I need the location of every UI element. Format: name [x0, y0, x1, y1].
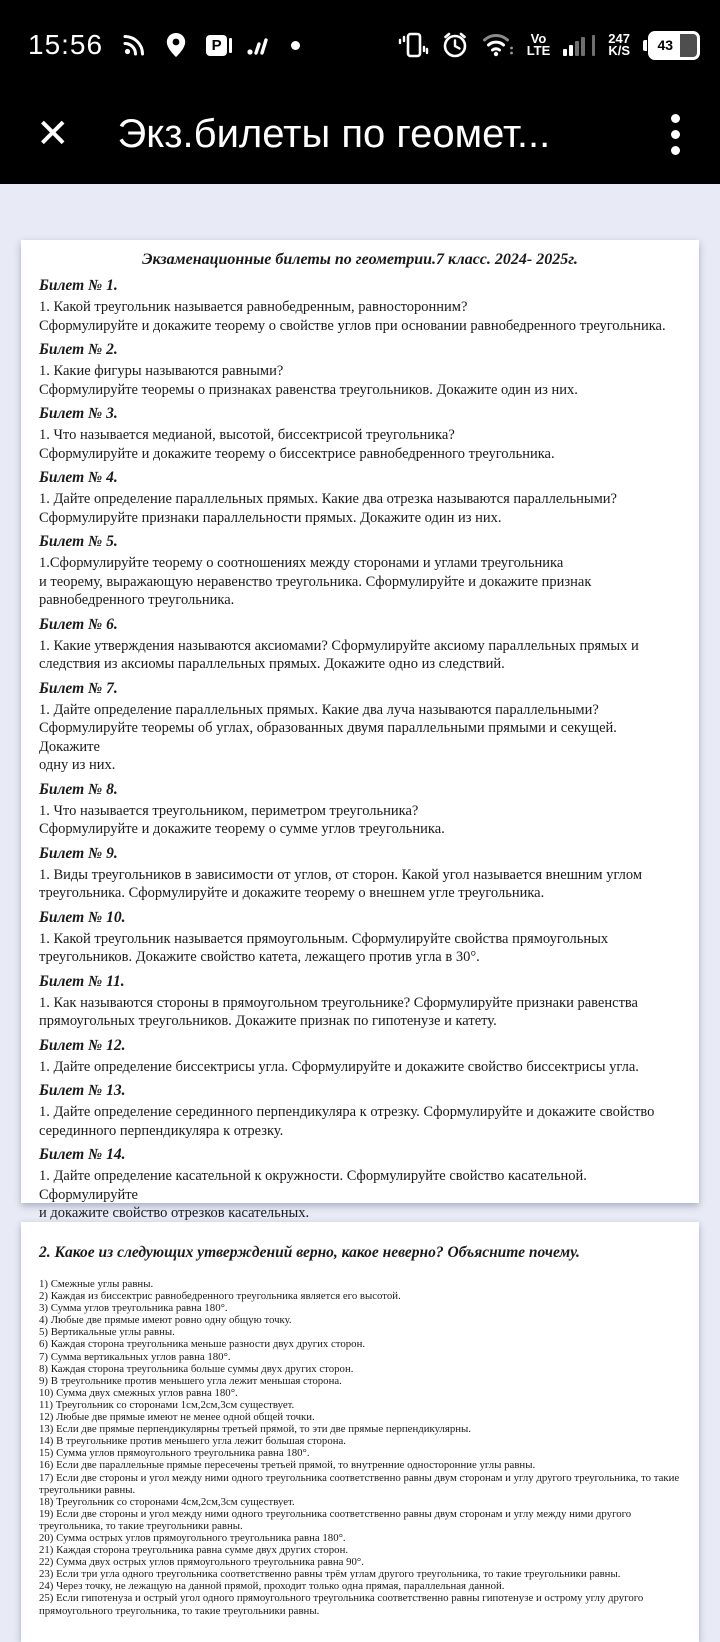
- powerpoint-app-icon: P: [206, 35, 227, 56]
- ticket-block: [39, 1036, 681, 1077]
- ticket-block: [39, 780, 681, 839]
- network-speed: [608, 33, 630, 57]
- statement-line: 7) Сумма вертикальных углов равна 180°.: [39, 1350, 231, 1363]
- status-time: 15:56: [28, 29, 104, 60]
- ticket-label: Билет № 8.: [39, 780, 118, 798]
- ticket-line: серединного перпендикуляра к отрезку.: [39, 1122, 284, 1139]
- ticket-label: Билет № 11.: [39, 972, 125, 990]
- statement-line: 13) Если две прямые перпендикулярны третьей прямой, то эти две прямые перпендикулярны.: [39, 1423, 472, 1436]
- statement-line: 16) Если две параллельные прямые пересечены третьей прямой, то внутренние односторонние углы равны.: [39, 1459, 536, 1472]
- ticket-lines: [39, 426, 681, 463]
- ticket-lines: [39, 701, 681, 775]
- ticket-block: [39, 340, 681, 399]
- ticket-line: Сформулируйте и докажите теорему о свойстве углов при основании равнобедренного треугольника.: [39, 317, 666, 334]
- battery-icon: [643, 31, 700, 60]
- ticket-block: [39, 276, 681, 335]
- ticket-label: Билет № 7.: [39, 679, 118, 697]
- ticket-lines: [39, 554, 681, 610]
- statement-line: 5) Вертикальные углы равны.: [39, 1326, 175, 1339]
- ticket-line: 1. Виды треугольников в зависимости от углов, от сторон. Какой угол называется внешним углом: [39, 866, 643, 883]
- ticket-line: одну из них.: [39, 757, 116, 773]
- ticket-label: Билет № 12.: [39, 1036, 126, 1054]
- ticket-block: [39, 1145, 681, 1223]
- ticket-label: Билет № 3.: [39, 405, 118, 422]
- ticket-lines: [39, 298, 681, 335]
- ticket-line: 1. Дайте определение серединного перпендикуляра к отрезку. Сформулируйте и докажите свойство: [39, 1104, 655, 1120]
- status-bar-right: [396, 31, 700, 60]
- statement-line: 22) Сумма двух острых углов прямоугольного треугольника равна 90°.: [39, 1556, 364, 1569]
- statement-line: 25) Если гипотенуза и острый угол одного прямоугольного треугольника соответственно равны гипотенузе и острому углу другого прямоугольного треугольника, то такие треугольники равны.: [39, 1592, 644, 1617]
- ticket-line: 1. Какой треугольник называется равнобедренным, равносторонним?: [39, 299, 468, 315]
- document-heading: Экзаменационные билеты по геометрии.7 класс. 2024- 2025г.: [142, 251, 578, 268]
- ticket-block: [39, 1081, 681, 1140]
- ticket-block: [39, 972, 681, 1031]
- statement-line: 15) Сумма углов прямоугольного треугольника равна 180°.: [39, 1447, 310, 1460]
- ticket-line: 1. Дайте определение биссектрисы угла. Сформулируйте и докажите свойство биссектрисы угла.: [39, 1058, 639, 1075]
- notification-dot-icon: [291, 41, 300, 50]
- status-bar: [0, 0, 720, 84]
- ticket-label: Билет № 4.: [39, 469, 118, 486]
- ticket-line: 1. Как называются стороны в прямоугольном треугольнике? Сформулируйте признаки равенства: [39, 994, 638, 1011]
- battery-percent: 43: [657, 37, 674, 53]
- ticket-label: Билет № 13.: [39, 1082, 126, 1099]
- ticket-block: [39, 908, 681, 967]
- ticket-line: 1. Дайте определение параллельных прямых. Какие два луча называются параллельными?: [39, 701, 599, 718]
- ticket-line: 1. Что называется треугольником, периметром треугольника?: [39, 802, 419, 819]
- ticket-line: Сформулируйте теоремы о признаках равенства треугольников. Докажите один из них.: [39, 381, 578, 398]
- rss-icon: [122, 33, 146, 57]
- statement-line: 3) Сумма углов треугольника равна 180°.: [39, 1302, 228, 1315]
- kebab-dot-icon: [671, 114, 680, 123]
- ticket-line: Сформулируйте и докажите теорему о сумме углов треугольника.: [39, 821, 445, 837]
- ticket-line: 1.Сформулируйте теорему о соотношениях между сторонами и углами треугольника: [39, 555, 564, 571]
- ticket-block: [39, 615, 681, 674]
- statement-line: 18) Треугольник со сторонами 4см,2см,3см существует.: [39, 1495, 295, 1508]
- ticket-line: прямоугольных треугольников. Докажите признак по гипотенузе и катету.: [39, 1013, 497, 1029]
- ticket-line: 1. Какой треугольник называется прямоугольным. Сформулируйте свойства прямоугольных: [39, 930, 609, 947]
- ticket-label: Билет № 2.: [39, 341, 118, 358]
- signal-strength-icon: [563, 35, 595, 56]
- ticket-list: [39, 276, 681, 1223]
- statement-line: 20) Сумма острых углов прямоугольного треугольника равна 180°.: [39, 1531, 346, 1544]
- statement-line: 4) Любые две прямые имеют ровно одну общую точку.: [39, 1314, 292, 1327]
- ticket-block: [39, 404, 681, 463]
- speed-value: 247: [608, 31, 630, 46]
- ticket-line: Сформулируйте и докажите теорему о биссектрисе равнобедренного треугольника.: [39, 445, 555, 462]
- ticket-line: Сформулируйте признаки параллельности прямых. Докажите один из них.: [39, 509, 502, 526]
- ticket-line: 1. Дайте определение касательной к окружности. Сформулируйте свойство касательной. Сформулируйте: [39, 1168, 587, 1203]
- vibrate-icon: [396, 31, 428, 59]
- volte-indicator: [527, 33, 551, 57]
- ticket-lines: [39, 994, 681, 1031]
- ticket-line: и теорему, выражающую неравенство треугольника. Сформулируйте и докажите признак: [39, 573, 592, 590]
- ticket-lines: [39, 1103, 681, 1140]
- question2-heading: 2. Какое из следующих утверждений верно, какое неверно? Объясните почему.: [39, 1244, 580, 1261]
- ticket-label: Билет № 1.: [39, 277, 118, 294]
- statement-line: 14) В треугольнике против меньшего угла лежит большая сторона.: [39, 1435, 346, 1448]
- ticket-label: Билет № 14.: [39, 1146, 126, 1163]
- kebab-dot-icon: [671, 146, 680, 155]
- ticket-line: равнобедренного треугольника.: [39, 592, 235, 608]
- statement-line: 9) В треугольнике против меньшего угла лежит меньшая сторона.: [39, 1374, 342, 1387]
- ticket-lines: [39, 1167, 681, 1223]
- status-bar-left: [28, 29, 300, 61]
- ticket-block: [39, 532, 681, 610]
- ticket-lines: [39, 930, 681, 967]
- statement-line: 1) Смежные углы равны.: [39, 1278, 154, 1290]
- ticket-line: 1. Какие утверждения называются аксиомами? Сформулируйте аксиому параллельных прямых и: [39, 637, 639, 654]
- document-page-1: [21, 240, 699, 1221]
- statement-line: 17) Если две стороны и угол между ними одного треугольника соответственно равны двум сторонам и углу другого треугольника, то такие треугольники равны.: [39, 1471, 680, 1496]
- ticket-line: 1. Какие фигуры называются равными?: [39, 363, 284, 379]
- ticket-lines: [39, 866, 681, 903]
- document-viewer[interactable]: [0, 184, 720, 1617]
- ticket-block: [39, 468, 681, 527]
- alarm-clock-icon: [441, 31, 469, 59]
- statement-line: 19) Если две стороны и угол между ними одного треугольника соответственно равны двум сторонам и углу между ними другого треугольника, то такие треугольники равны.: [39, 1507, 632, 1532]
- ticket-line: 1. Что называется медианой, высотой, биссектрисой треугольника?: [39, 427, 455, 443]
- ticket-label: Билет № 6.: [39, 615, 118, 633]
- overflow-menu-button[interactable]: [661, 108, 690, 161]
- ticket-block: [39, 844, 681, 903]
- ticket-line: следствия из аксиомы параллельных прямых. Докажите одно из следствий.: [39, 656, 505, 672]
- kebab-dot-icon: [671, 130, 680, 139]
- volte-line2: LTE: [526, 43, 551, 58]
- volte-line1: Vo: [530, 31, 547, 46]
- ticket-block: [39, 679, 681, 775]
- statement-line: 8) Каждая сторона треугольника больше суммы двух других сторон.: [39, 1362, 354, 1375]
- speed-unit: K/S: [608, 43, 630, 58]
- ticket-label: Билет № 9.: [39, 844, 118, 862]
- signal-waves-icon: [246, 33, 272, 57]
- statement-line: 11) Треугольник со сторонами 1см,2см,3см существует.: [39, 1398, 295, 1411]
- statement-line: 12) Любые две прямые имеют не менее одной общей точки.: [39, 1411, 315, 1424]
- statement-line: 2) Каждая из биссектрис равнобедренного треугольника является его высотой.: [39, 1290, 401, 1303]
- statement-list: [39, 1278, 681, 1617]
- location-pin-icon: [165, 32, 187, 58]
- statement-line: 23) Если три угла одного треугольника соответственно равны трём углам другого треугольника, то такие треугольники равны.: [39, 1568, 621, 1581]
- close-button[interactable]: ✕: [36, 112, 70, 156]
- statement-line: 24) Через точку, не лежащую на данной прямой, проходит только одна прямая, параллельная данной.: [39, 1580, 505, 1593]
- app-bar-title: Экз.билеты по геомет...: [117, 111, 551, 156]
- ticket-lines: [39, 802, 681, 839]
- statement-line: 6) Каждая сторона треугольника меньше разности двух других сторон.: [39, 1338, 366, 1351]
- app-bar: [0, 84, 720, 184]
- ticket-line: Сформулируйте теоремы об углах, образованных двумя параллельными прямыми и секущей. Докажите: [39, 720, 617, 755]
- wifi-icon: [482, 32, 514, 58]
- statement-line: 21) Каждая сторона треугольника равна сумме двух других сторон.: [39, 1544, 349, 1557]
- ticket-line: треугольника. Сформулируйте и докажите теорему о внешнем угле треугольника.: [39, 885, 545, 901]
- ticket-line: треугольников. Докажите свойство катета, лежащего против угла в 30°.: [39, 949, 480, 965]
- ticket-lines: [39, 362, 681, 399]
- ticket-lines: [39, 637, 681, 674]
- ticket-label: Билет № 10.: [39, 908, 126, 926]
- ticket-line: 1. Дайте определение параллельных прямых. Какие два отрезка называются параллельными?: [39, 491, 617, 507]
- document-page-2: [21, 1222, 699, 1642]
- ticket-line: и докажите свойство отрезков касательных.: [39, 1205, 310, 1221]
- ticket-label: Билет № 5.: [39, 533, 118, 550]
- ticket-lines: [39, 1058, 681, 1077]
- ticket-lines: [39, 490, 681, 527]
- statement-line: 10) Сумма двух смежных углов равна 180°.: [39, 1386, 238, 1399]
